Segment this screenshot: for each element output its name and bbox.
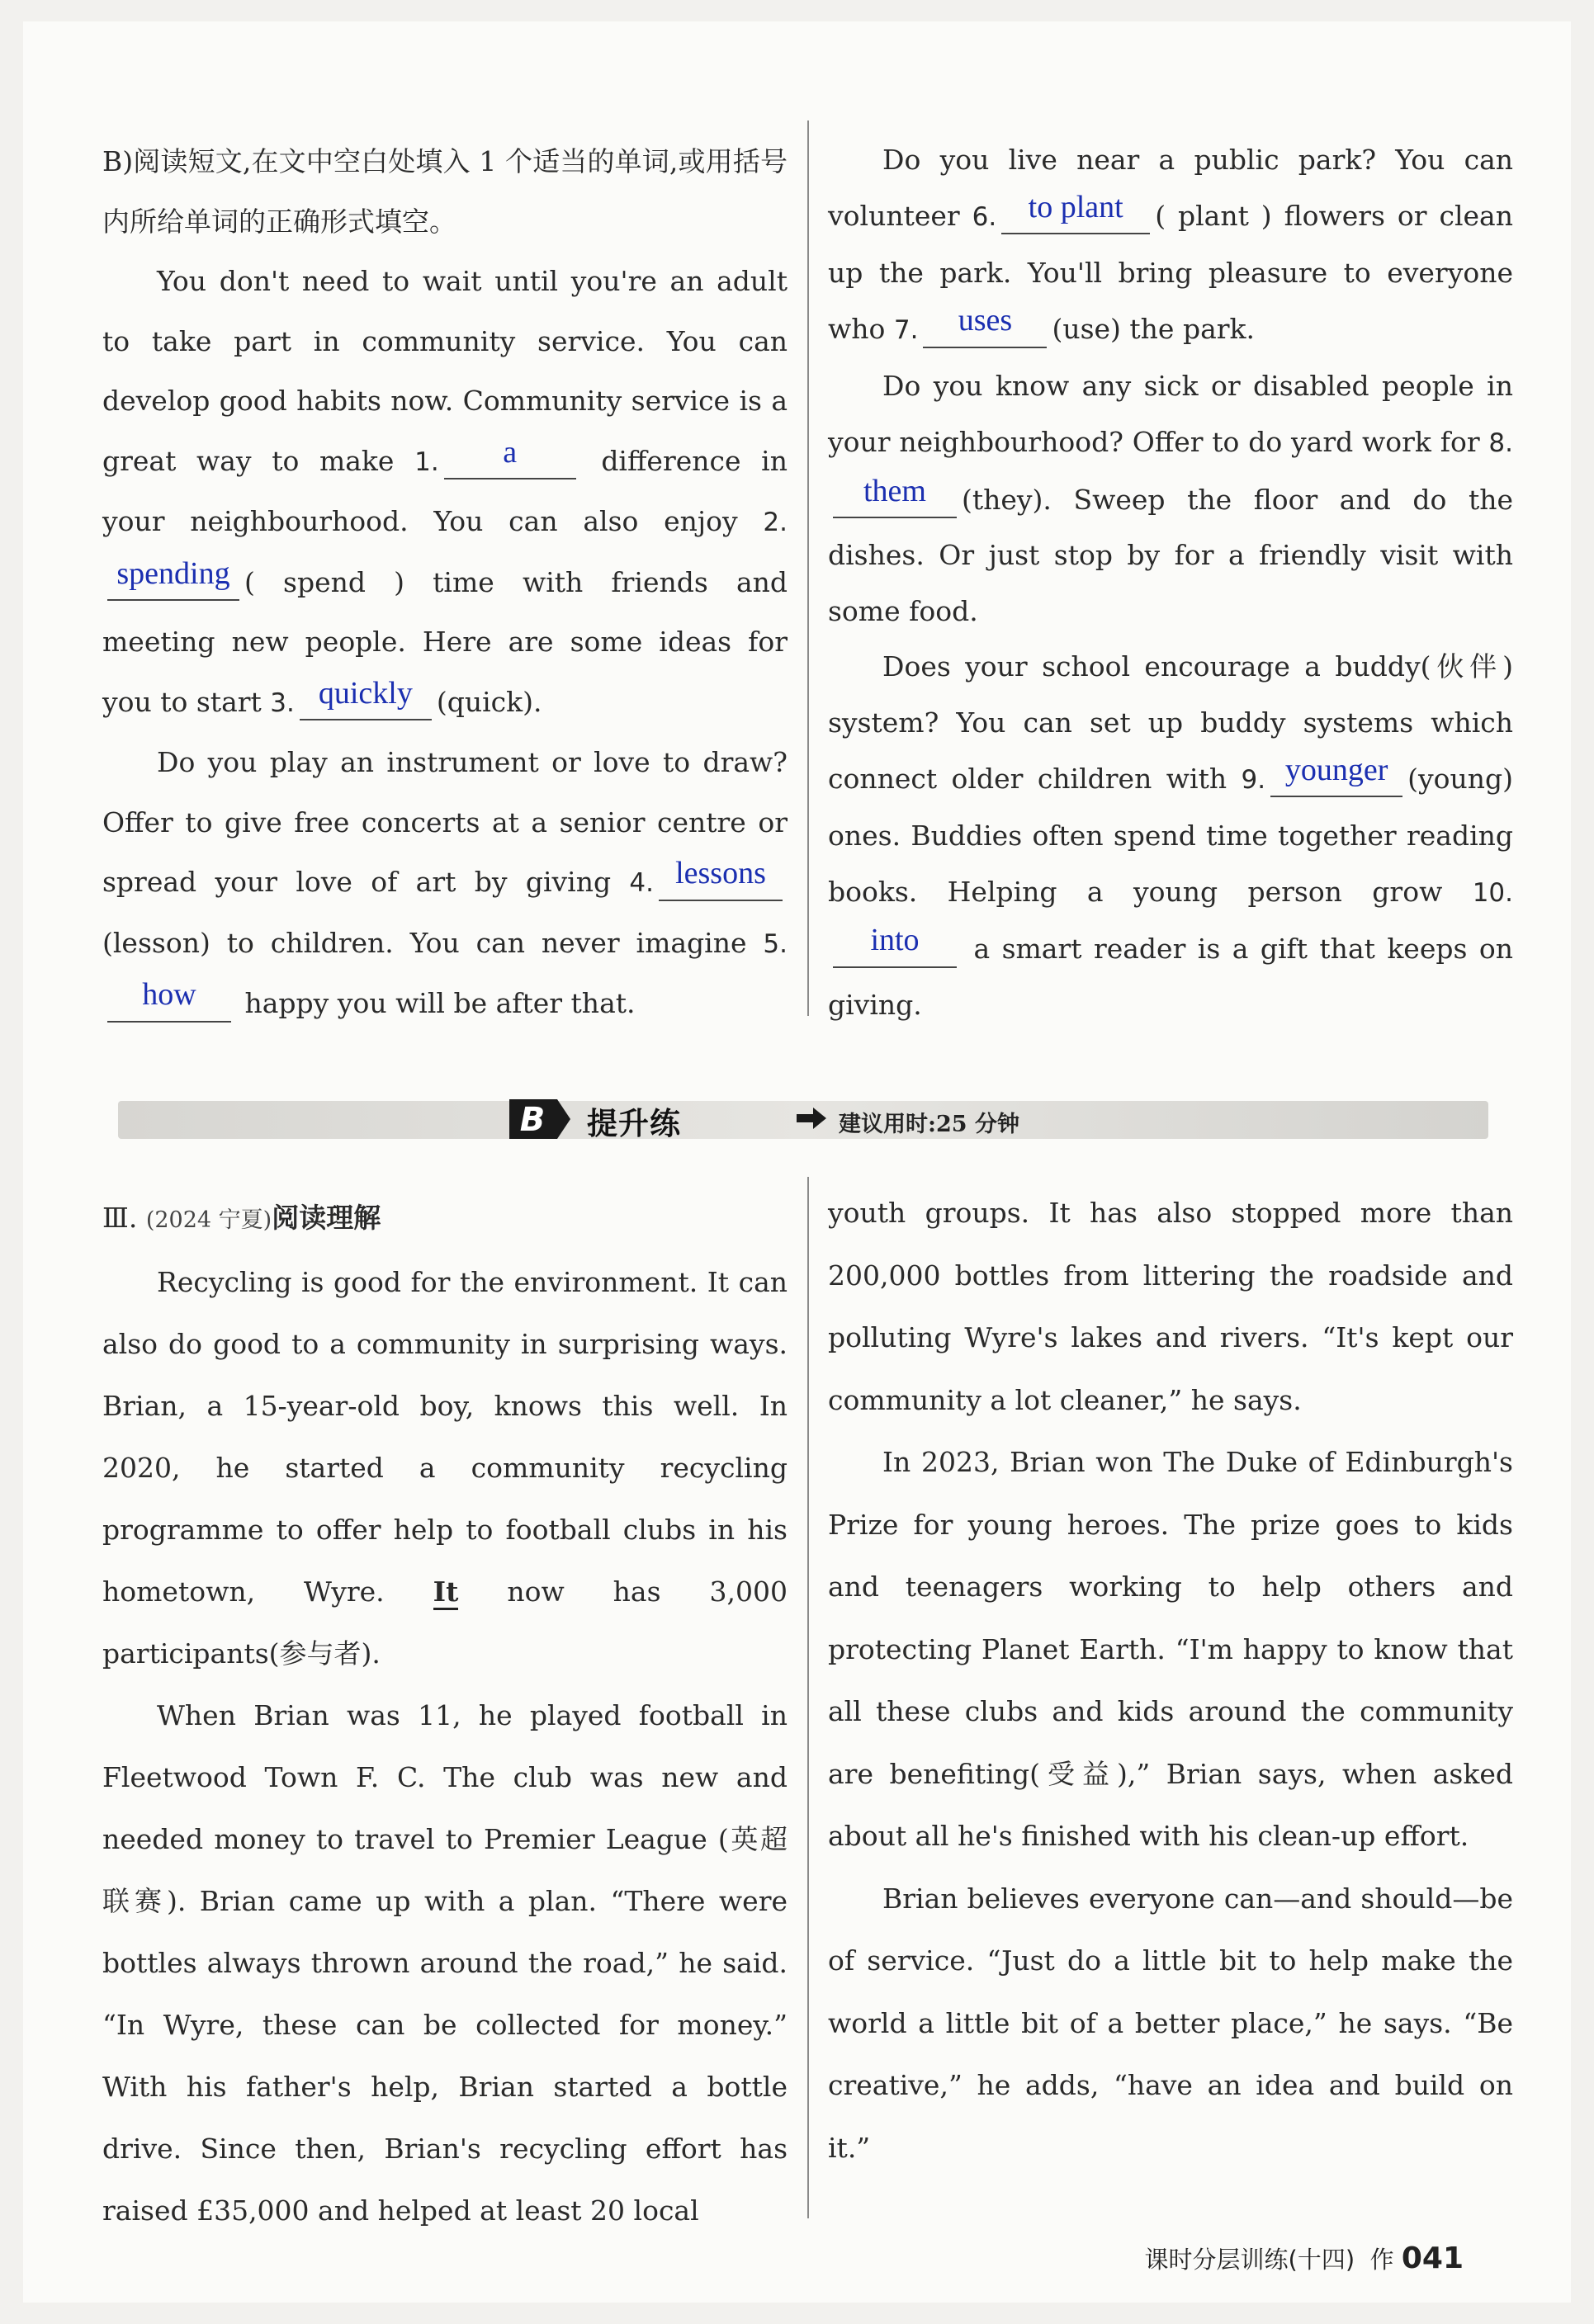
text: the park.: [1129, 312, 1256, 345]
text: now has 3,000 participants(参与者).: [102, 1575, 788, 1670]
answer-blank: [300, 675, 432, 721]
paragraph: In 2023, Brian won The Duke of Edinburgh's Prize for young heroes. The prize goes to kids and teenagers working to help others and protecting Planet Earth. “I'm happy to know that all these clubs and kids around the community are benefiting(受益),” Brian says, when asked about all he's finished with his clean-up effort.: [828, 1446, 1513, 1852]
paragraph: [102, 733, 788, 1034]
level-b-badge-icon: [506, 1096, 574, 1142]
answer-text: a: [503, 434, 518, 470]
text: Do you live near a public park? You can volunteer: [828, 144, 1513, 232]
text: a smart reader is a gift that keeps on giving.: [828, 933, 1513, 1021]
column-divider: [807, 120, 809, 1016]
answer-text: younger: [1284, 752, 1388, 787]
footer-prefix: 作: [1369, 2246, 1394, 2274]
text: ones. Buddies often spend time together reading books. Helping a young person grow: [828, 820, 1513, 908]
paragraph: [102, 1251, 788, 1684]
paragraph: [828, 132, 1513, 358]
text: happy you will be after that.: [244, 987, 636, 1019]
text: flowers or clean up the park. You'll bring pleasure to everyone who: [828, 199, 1513, 345]
text: Do you play an instrument or love to draw? Offer to give free concerts at a senior centre or spread your love of art by giving: [102, 746, 788, 898]
badge-letter: B: [519, 1101, 546, 1139]
text: Does your school encourage a buddy(伙伴) system? You can set up buddy systems which connect older children with: [828, 650, 1513, 795]
text: Do you know any sick or disabled people in your neighbourhood? Offer to do yard work for: [828, 370, 1513, 458]
text: Recycling is good for the environment. It can also do good to a community in surprising ways. Brian, a 15-year-old boy, knows this well. In 2020, he started a community recycling programme to offer help to football clubs in his hometown, Wyre.: [102, 1266, 788, 1608]
hint: (quick).: [436, 685, 542, 718]
answer-text: them: [863, 473, 926, 508]
blank-number: 4.: [629, 868, 654, 898]
answer-text: how: [142, 977, 196, 1012]
text: difference in your neighbourhood. You can also enjoy: [102, 444, 788, 537]
paragraph: [828, 358, 1513, 639]
blank-number: 9.: [1241, 764, 1266, 795]
answer-text: quickly: [318, 675, 413, 711]
blank-number: 2.: [763, 508, 788, 537]
paragraph: Brian believes everyone can—and should—be of service. “Just do a little bit to help make the world a little bit of a better place,” he says. “Be creative,” he adds, “have an idea and build on it.”: [828, 1882, 1513, 2164]
text: to children. You can never imagine: [226, 926, 747, 959]
hint: ( plant ): [1155, 199, 1272, 232]
paragraph: [828, 639, 1513, 1032]
answer-blank: [659, 856, 783, 901]
paragraph: When Brian was 11, he played football in Fleetwood Town F. C. The club was new and needed money to travel to Premier League (英超联赛). Brian came up with a plan. “There were bottles always thrown around the road,” he said. “In Wyre, these can be collected for money.” With his father's help, Brian started a bottle drive. Since then, Brian's recycling effort has raised £35,000 and helped at least 20 local: [102, 1699, 788, 2227]
answer-text: lessons: [675, 856, 766, 890]
answer-blank: [833, 923, 957, 968]
section-heading: [102, 1187, 788, 1251]
hint: (young): [1407, 762, 1513, 795]
passage-b-left-column: [102, 132, 788, 1034]
answer-blank: [107, 977, 231, 1023]
footer-label: 课时分层训练(十四): [1144, 2246, 1355, 2274]
section-source: (2024 宁夏): [145, 1207, 272, 1233]
page-number: 041: [1401, 2241, 1464, 2275]
section-numeral: Ⅲ.: [102, 1202, 138, 1234]
text: You don't need to wait until you're an adult to take part in community service. You can develop good habits now. Community service is a great way to make: [102, 265, 788, 477]
section-title: 阅读理解: [272, 1202, 381, 1234]
answer-blank: [107, 555, 239, 602]
blank-number: 8.: [1488, 427, 1513, 458]
arrow-right-icon: [795, 1104, 828, 1132]
hint: ( spend ): [244, 565, 405, 598]
column-divider: [807, 1177, 809, 2218]
blank-number: 3.: [270, 687, 295, 718]
instruction: B)阅读短文,在文中空白处填入 1 个适当的单词,或用括号内所给单词的正确形式填空。: [102, 145, 788, 238]
worksheet-page: [23, 21, 1571, 2303]
hint: (they).: [962, 483, 1052, 516]
answer-blank: [444, 434, 576, 480]
blank-number: 1.: [414, 446, 439, 477]
underlined-word: It: [433, 1575, 459, 1610]
answer-blank: [833, 473, 957, 519]
blank-number: 10.: [1472, 877, 1513, 908]
page-footer: [1145, 2241, 1464, 2275]
suggested-time: 建议用时:25 分钟: [839, 1112, 1019, 1137]
paragraph: [102, 252, 788, 733]
hint: (lesson): [102, 926, 210, 959]
answer-text: into: [870, 923, 920, 958]
answer-blank: [1001, 189, 1150, 235]
hint: (use): [1052, 312, 1121, 345]
answer-text: spending: [116, 555, 230, 591]
banner-title: 提升练: [587, 1106, 681, 1141]
blank-number: 6.: [972, 201, 997, 232]
answer-text: uses: [958, 302, 1013, 338]
answer-blank: [923, 302, 1047, 348]
passage-3-left-column: [102, 1187, 788, 2241]
answer-text: to plant: [1028, 189, 1123, 224]
passage-b-right-column: [828, 132, 1513, 1033]
blank-number: 7.: [893, 314, 919, 345]
text: Sweep the floor and do the dishes. Or just stop by for a friendly visit with some food.: [828, 483, 1513, 627]
blank-number: 5.: [763, 928, 788, 959]
text: time with friends and meeting new people. Here are some ideas for you to start: [102, 565, 788, 718]
answer-blank: [1270, 752, 1402, 798]
paragraph-continued: youth groups. It has also stopped more than 200,000 bottles from littering the roadside and polluting Wyre's lakes and rivers. “It's kept our community a lot cleaner,” he says.: [828, 1197, 1513, 1416]
passage-3-right-column: [828, 1182, 1513, 2179]
